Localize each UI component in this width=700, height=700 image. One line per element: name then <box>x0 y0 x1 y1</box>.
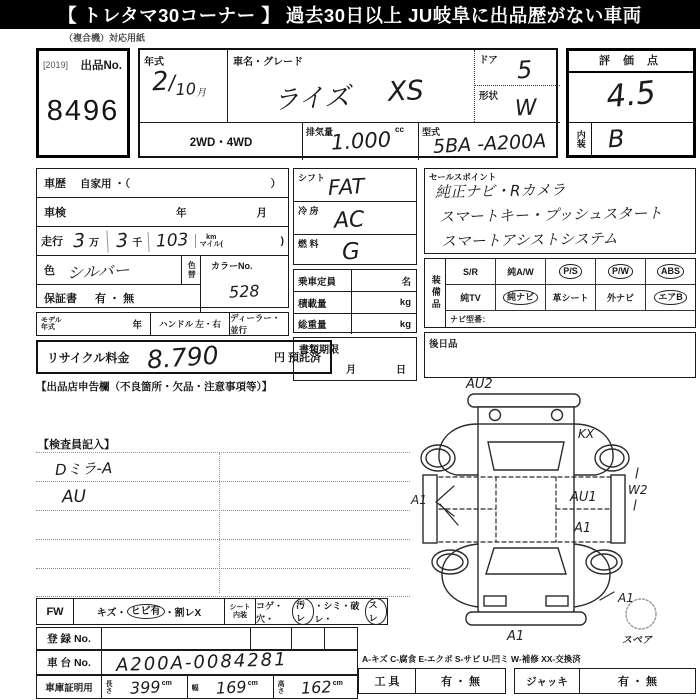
chassis-row: 車 台 No. A200A-0084281 <box>36 650 358 675</box>
inspector-label: 【検査員記入】 <box>38 439 115 451</box>
shift-value: FAT <box>327 174 366 200</box>
seat-label: シート 内装 <box>225 599 256 624</box>
interior-row <box>569 122 693 155</box>
header-banner: 【 トレタマ30コーナー 】 過去30日以上 JU岐阜に出品歴がない車両 <box>0 0 700 29</box>
color-no-value: 528 <box>228 281 261 302</box>
equip-pw: P/W <box>595 259 645 284</box>
jack-options: 有 ・ 無 <box>617 676 658 688</box>
tools-label: 工 具 <box>359 669 416 693</box>
tools-options: 有 ・ 無 <box>440 676 481 688</box>
door-cell <box>475 50 560 86</box>
length-label: 長さ <box>105 680 113 694</box>
score-value: 4.5 <box>604 74 658 116</box>
left-panel <box>36 168 289 308</box>
jack-box <box>514 668 696 694</box>
displacement-label: 排気量 <box>306 127 334 137</box>
equip-exnavi: 外ナビ <box>595 285 645 310</box>
ac-value: AC <box>333 207 366 234</box>
sales-line-3: スマートアシストシステム <box>440 229 618 251</box>
garage-label: 車庫証明用 <box>37 676 102 698</box>
seller-report-note: 【出品店申告欄（不良箇所・欠品・注意事項等）】 <box>36 381 273 393</box>
diagram-note-right-door-1: AU1 <box>570 490 597 505</box>
equip-navi: 純ナビ <box>495 285 545 310</box>
sales-line-1: 純正ナビ・Rカメラ <box>434 180 566 202</box>
load-row: 積載量 kg <box>294 291 416 313</box>
equip-tv: 純TV <box>460 293 481 303</box>
drive-cell: 2WD・4WD <box>140 123 303 160</box>
mileage-row: 走行 3 万 3 千 103 km マイル( ) <box>37 226 288 255</box>
spec-table <box>138 48 558 158</box>
shaken-row: 車検 年 月 <box>37 197 288 226</box>
length-value: 399 cm <box>115 676 188 698</box>
recycle-fee-box: リサイクル料金 8.790 円 預託済 <box>36 340 332 374</box>
model-code-label: 型式 <box>422 127 441 137</box>
lot-year-stamp: [2019] <box>43 60 69 70</box>
fw-conditions: キズ・ ヒビ有 ・割レX <box>74 599 225 624</box>
later-items-box <box>424 332 696 378</box>
damage-code-legend: A-キズ C-腐食 E-エクボ S-サビ U-凹ミ W-補修 XX-交換済 <box>362 654 581 664</box>
year-label: 年式 <box>144 57 164 68</box>
score-box <box>566 48 696 158</box>
sales-line-2: スマートキー・プッシュスタート <box>438 204 663 226</box>
equip-aw: 純A/W <box>495 259 545 284</box>
color-value: シルバー <box>66 259 130 283</box>
capacity-box <box>293 269 417 333</box>
ac-label: 冷 房 <box>298 206 319 216</box>
diagram-note-rear: AU2 <box>466 378 493 392</box>
color-row: 色 シルバー 色替 <box>37 256 200 285</box>
height-value: 162 cm <box>300 676 343 698</box>
model-year-row: モデル 年式 年 ハンドル 左・右 ディーラー・並行 <box>36 312 289 336</box>
equipment-box <box>424 258 696 328</box>
inspector-note-1: Dミラ-A <box>54 459 113 479</box>
displacement-unit: cc <box>395 125 404 134</box>
fuel-value: G <box>341 238 361 266</box>
diagram-note-right-door-2: A1 <box>574 521 592 536</box>
color-no-cell <box>200 256 288 312</box>
seat-conditions: コゲ・穴・ 汚レ ・シミ・破レ・ スレ <box>256 599 387 624</box>
name-value: ライズ <box>272 82 351 116</box>
name-grade-cell <box>228 50 475 122</box>
paper-note: （複合機）対応用紙 <box>64 33 146 43</box>
year-value: $2/_{10月}$ <box>151 66 207 100</box>
spec-row2 <box>140 122 560 160</box>
mileage-sen: 3 <box>107 229 129 252</box>
spare-label: スペア <box>622 635 652 646</box>
color-no-label: カラーNo. <box>211 261 253 271</box>
docs-label: 書類期限 <box>299 345 339 356</box>
fw-row <box>36 598 388 625</box>
docs-month: 月 <box>346 365 356 376</box>
registration-cell-4 <box>325 628 357 649</box>
interior-label: 内装 <box>569 123 592 155</box>
interior-value: B <box>607 124 626 154</box>
height-label: 高さ <box>277 680 285 694</box>
diagram-note-front-right: A1 <box>618 591 634 605</box>
equip-ps: P/S <box>545 259 595 284</box>
jack-label: ジャッキ <box>515 669 580 693</box>
width-value: 169 cm <box>201 676 274 698</box>
lot-number-box <box>36 48 130 158</box>
docs-deadline-box <box>293 337 417 381</box>
diagram-note-left-door: A1 <box>411 493 427 507</box>
diagram-note-front: A1 <box>507 629 525 644</box>
registration-label: 登 録 No. <box>37 628 102 649</box>
sales-points-label: セールスポイント <box>429 172 497 182</box>
door-label: ドア <box>479 55 498 66</box>
shift-box <box>293 168 417 265</box>
mileage-man: 3 <box>72 229 86 253</box>
displacement-cell <box>303 123 419 160</box>
equip-sr: S/R <box>462 266 478 277</box>
later-items-label: 後日品 <box>429 339 458 350</box>
score-label: 評 価 点 <box>569 51 693 73</box>
fw-label: FW <box>37 599 74 624</box>
registration-cell-1 <box>102 628 251 649</box>
registration-cell-3 <box>292 628 325 649</box>
year-cell <box>140 50 228 122</box>
sales-points-box <box>424 168 696 254</box>
model-code-cell <box>419 123 560 160</box>
color-change-cell: 色替 <box>181 256 200 284</box>
registration-cell-2 <box>251 628 292 649</box>
shape-label: 形状 <box>479 91 499 102</box>
equipment-label: 装備品 <box>425 259 446 327</box>
width-label: 幅 <box>191 683 199 691</box>
tools-box <box>358 668 506 694</box>
model-code-value: 5BA -A200A <box>432 130 547 158</box>
lot-number: 8496 <box>46 95 120 127</box>
diagram-note-right-rear: KX <box>578 427 595 441</box>
color-warranty-block <box>37 255 288 312</box>
name-label: 車名・グレード <box>233 57 303 68</box>
inspector-note-2: AU <box>61 486 87 508</box>
capacity-row: 乗車定員 名 <box>294 270 416 291</box>
chassis-value: A200A-0084281 <box>115 649 288 676</box>
shift-label: シフト <box>298 173 326 183</box>
mileage-rest: 103 <box>148 230 189 252</box>
grade-value: XS <box>387 75 425 108</box>
history-row: 車歴 自家用 ・（ ） <box>44 177 281 190</box>
warranty-row: 保証書 有 ・ 無 <box>44 293 135 305</box>
shape-cell <box>475 86 560 122</box>
equip-abs: ABS <box>645 259 695 284</box>
registration-row <box>36 627 358 650</box>
fuel-label: 燃 料 <box>298 239 319 249</box>
garage-row <box>36 675 358 699</box>
car-diagram <box>408 378 700 646</box>
equip-seat: 革シート <box>545 285 595 310</box>
docs-day: 日 <box>396 365 406 376</box>
diagram-note-right-side: W2 <box>628 483 648 497</box>
lot-label: 出品No. <box>80 60 122 72</box>
door-value: 5 <box>516 55 534 85</box>
shape-value: W <box>514 95 538 122</box>
weight-row: 総重量 kg <box>294 313 416 334</box>
recycle-fee-value: 8.790 <box>146 340 220 374</box>
navi-model-row: ナビ型番： <box>446 310 695 327</box>
equip-airbag: エアB <box>645 285 695 310</box>
displacement-value: 1.000 <box>330 127 392 155</box>
